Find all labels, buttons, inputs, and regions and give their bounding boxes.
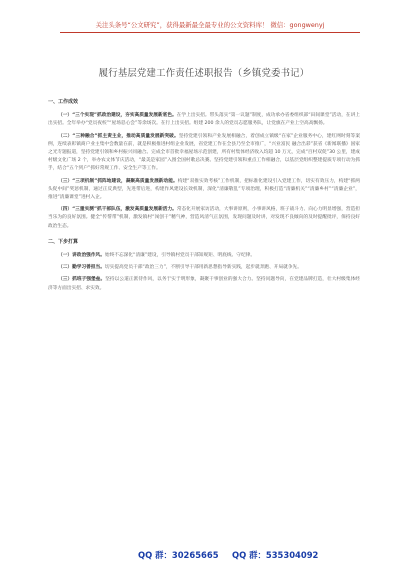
paragraph-item <box>48 252 360 260</box>
paragraph-item <box>48 112 360 128</box>
section-heading-next-steps: 二、下步打算 <box>48 238 79 245</box>
paragraph-lead: （四）“三重实测”抓干部队伍，激发高质量发展新活力。 <box>58 207 177 213</box>
paragraph-text: 坚持以公道正派待作风，以务于实于明形象，凝聚干事创业的强大合力。坚持问题导向，在党建品牌打造，壮大村级集体经济等方面出实招、求实效。 <box>48 277 360 291</box>
paragraph-lead: （三）抓班子强堡垒。 <box>58 277 106 283</box>
section-heading-achievements: 一、工作成效 <box>48 99 79 105</box>
paragraph-text: 在学上出实招。带头落实“第一议题”制度，成功承办省委组织部“田间课堂”活动，在讲上出实招。全年举办“党员夜校”“屋场恳心会”等余场次。在行上出实招。组建 200 余人的党员志愿服务队，让党旗在产业上空高高飘扬。 <box>48 113 360 127</box>
paragraph-item <box>48 276 360 292</box>
paragraph-lead: （二）“三种融合”抓主责主业，推动高质量发展新突破。 <box>58 133 179 139</box>
paragraph-text: 构建“双推实效考核”工作机制，把标准化建设引入党建工作，切实有效压力，构建“抓两头促中间”奖惩机制，通过正反典型，先进带后进，构建作风建设长效机制，深化“清廉敬乱”专项治理，积极打造“清廉机关”“清廉乡村”“清廉企业”，推进“清廉课堂”进村入企。 <box>48 178 360 201</box>
paragraph-text: 坚持党建引领和产业发展相融合，着创成立镇级“在家”企业服务中心，建红网时刻等案例，连续表彰镇商户业主集中会数量在前，就是积极推进村组企业发展，省党建工作在全县乃至全市推广，“兴业富民 融合出彩”获省《新闻联播》国家之光专题报道，坚持党建引领和乡村振兴同融合。完成全市首批幸福屋场示范创建，所有村集体经济收入均超 10 万元，完成“百村双促”30 公里，建成村级文化广场 2 个，举办农文体节庆活动，“最美是家园”入围全国村歌总决赛。坚持党建引领和重点工作相融合，以基层党组织整建提质专项行动为抓手，结合“五个到户”抓好常规工作、安全生产等工作。 <box>48 133 361 172</box>
promo-banner: 关注头条号“公文研究”，获得最新最全最专业的公文资料库！ 微信：gongwenyj <box>60 20 360 33</box>
paragraph-item <box>48 206 360 231</box>
paragraph-lead: （二）勤学习善担当。 <box>58 265 105 271</box>
qq-group-1: QQ 群：30265665 <box>138 550 219 560</box>
qq-group-2: QQ 群：535304092 <box>232 550 319 560</box>
report-body <box>48 98 360 297</box>
paragraph-text: 常态化开展家访活动，大事讲原则，小事讲风格，班子战斗力、向心力明显增强，营造担当乐为的良好氛围。健全“传帮带”机制，激发镇村“闯创干”精气神，营造风清气正氛围，发现问题及时讲，对发现不良倾向的及时提醒批评，保持良好政治生态。 <box>48 207 360 229</box>
paragraph-lead: （一）“三个实现”抓政治建设，夯实高质量发展新底色。 <box>58 113 177 119</box>
paragraph-text: 始终不忘深化“清廉”建设，引导镇村党员干部知规矩、明底线、守纪律。 <box>104 253 256 259</box>
paragraph-lead: （一）讲政治强作风。 <box>58 253 105 259</box>
paragraph-text: 切实提高党员干部“政治三力”，不断引导干部用新思想指导新实践，起步就奔跑、开局就争先。 <box>104 265 302 271</box>
paragraph-lead: （三）“三项机制”抓阵地建设，凝聚高质量发展新动能。 <box>58 178 178 184</box>
paragraph-item <box>48 133 360 174</box>
paragraph-item <box>48 178 360 203</box>
document-title: 履行基层党建工作责任述职报告（乡镇党委书记） <box>98 68 310 79</box>
paragraph-item <box>48 264 360 272</box>
